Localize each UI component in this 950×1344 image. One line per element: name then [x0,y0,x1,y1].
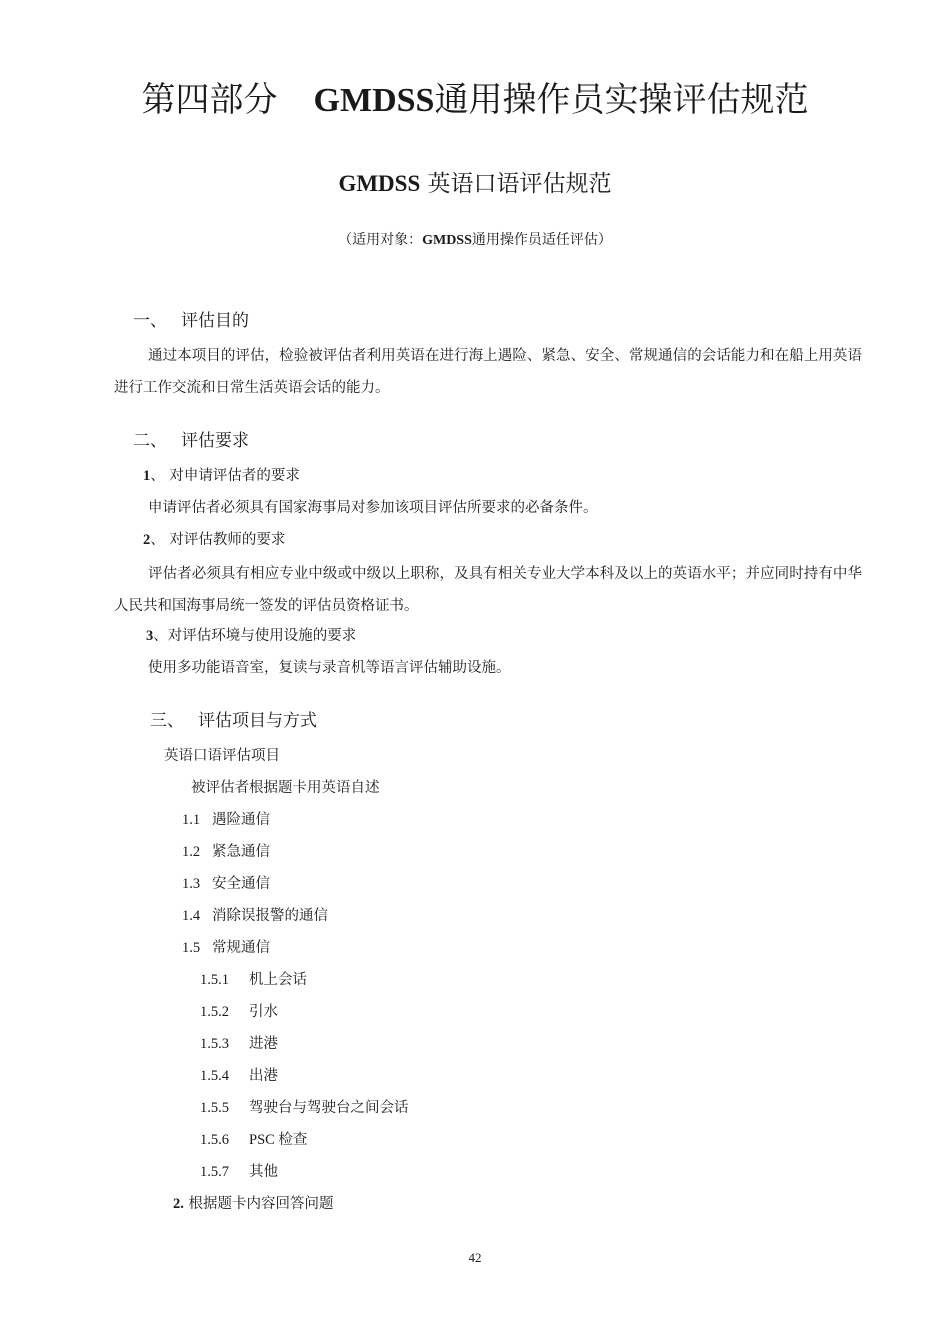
subtitle-rest: 英语口语评估规范 [427,171,612,197]
section-3-title: 评估项目与方式 [198,711,317,731]
requirement-3-text: 使用多功能语音室，复读与录音机等语言评估辅助设施。 [148,660,511,676]
sub-list-item-text: 出港 [249,1068,278,1084]
list-item-text: 消除误报警的通信 [212,908,328,924]
question-item-number: 2. [173,1196,184,1212]
list-item-text: 常规通信 [212,940,270,956]
list-item-text: 紧急通信 [212,844,270,860]
sub-list-item [200,1033,278,1055]
requirement-1-number: 1 [143,468,151,484]
section-1-paragraph: 通过本项目的评估，检验被评估者利用英语在进行海上遇险、紧急、安全、常规通信的会话能力和在船上用英语进行工作交流和日常生活英语会话的能力。 [114,348,862,396]
section-2-number: 二、 [133,431,167,451]
page-title [0,78,950,123]
section-1-heading [133,308,249,334]
sub-list-item-number: 1.5.1 [200,972,229,988]
section-2-heading [133,428,249,454]
requirement-2-heading [143,529,285,551]
requirement-3-number: 3 [146,628,154,644]
title-gmdss: GMDSS [313,82,435,119]
title-rest: 通用操作员实操评估规范 [434,80,809,120]
sub-list-item [200,1065,278,1087]
section-1-title: 评估目的 [181,311,249,331]
requirement-2-title: 、 对评估教师的要求 [150,532,286,548]
section-1-number: 一、 [133,311,167,331]
list-item [182,905,328,927]
sub-list-item [200,1129,307,1151]
question-item-text: 根据题卡内容回答问题 [188,1196,334,1212]
requirement-1-heading [143,465,300,487]
requirement-1-text: 申请评估者必须具有国家海事局对参加该项目评估所要求的必备条件。 [148,500,598,516]
scope-gmdss: GMDSS [422,233,472,248]
scope-open: （适用对象： [338,232,423,248]
sub-list-item-text: 其他 [249,1164,278,1180]
sub-list-item-text: PSC 检查 [249,1132,308,1148]
sub-list-item-number: 1.5.2 [200,1004,229,1020]
list-item [182,937,270,959]
sub-list-item [200,1097,409,1119]
list-item-number: 1.3 [182,876,201,892]
list-item-number: 1.2 [182,844,201,860]
sub-list-item-number: 1.5.7 [200,1164,229,1180]
sub-list-item-text: 引水 [249,1004,278,1020]
sub-list-item-number: 1.5.5 [200,1100,229,1116]
list-item [182,809,270,831]
list-item-number: 1.1 [182,812,201,828]
page-number: 42 [468,1250,482,1265]
requirement-3-title: 、对评估环境与使用设施的要求 [153,628,357,644]
sub-list-item-number: 1.5.4 [200,1068,229,1084]
sub-list-item [200,1001,278,1023]
list-item-number: 1.5 [182,940,201,956]
requirement-2-text: 评估者必须具有相应专业中级或中级以上职称，及具有相关专业大学本科及以上的英语水平；并应同时持有中华人民共和国海事局统一签发的评估员资格证书。 [114,566,862,614]
list-item-text: 遇险通信 [212,812,270,828]
requirement-3-heading [146,625,356,647]
section-2-title: 评估要求 [181,431,249,451]
requirement-2-number: 2 [143,532,151,548]
sub-list-item-text: 机上会话 [249,972,307,988]
sub-list-item [200,1161,278,1183]
scope-note [0,229,950,252]
list-item [182,841,270,863]
list-item-number: 1.4 [182,908,201,924]
sub-list-item-number: 1.5.3 [200,1036,229,1052]
sub-list-item [200,969,307,991]
page-subtitle [0,168,950,200]
requirement-1-title: 、 对申请评估者的要求 [150,468,300,484]
title-part: 第四部分 [141,80,278,120]
sub-list-item-text: 驾驶台与驾驶台之间会话 [249,1100,409,1116]
section-3-heading [150,708,317,734]
list-item [182,873,270,895]
project-label: 英语口语评估项目 [164,748,280,764]
project-intro: 被评估者根据题卡用英语自述 [191,780,380,796]
sub-list-item-text: 进港 [249,1036,278,1052]
list-item-text: 安全通信 [212,876,270,892]
section-3-number: 三、 [150,711,184,731]
sub-list-item-number: 1.5.6 [200,1132,229,1148]
subtitle-gmdss: GMDSS [338,171,421,196]
scope-rest: 通用操作员适任评估） [471,232,612,248]
question-item [173,1193,333,1215]
